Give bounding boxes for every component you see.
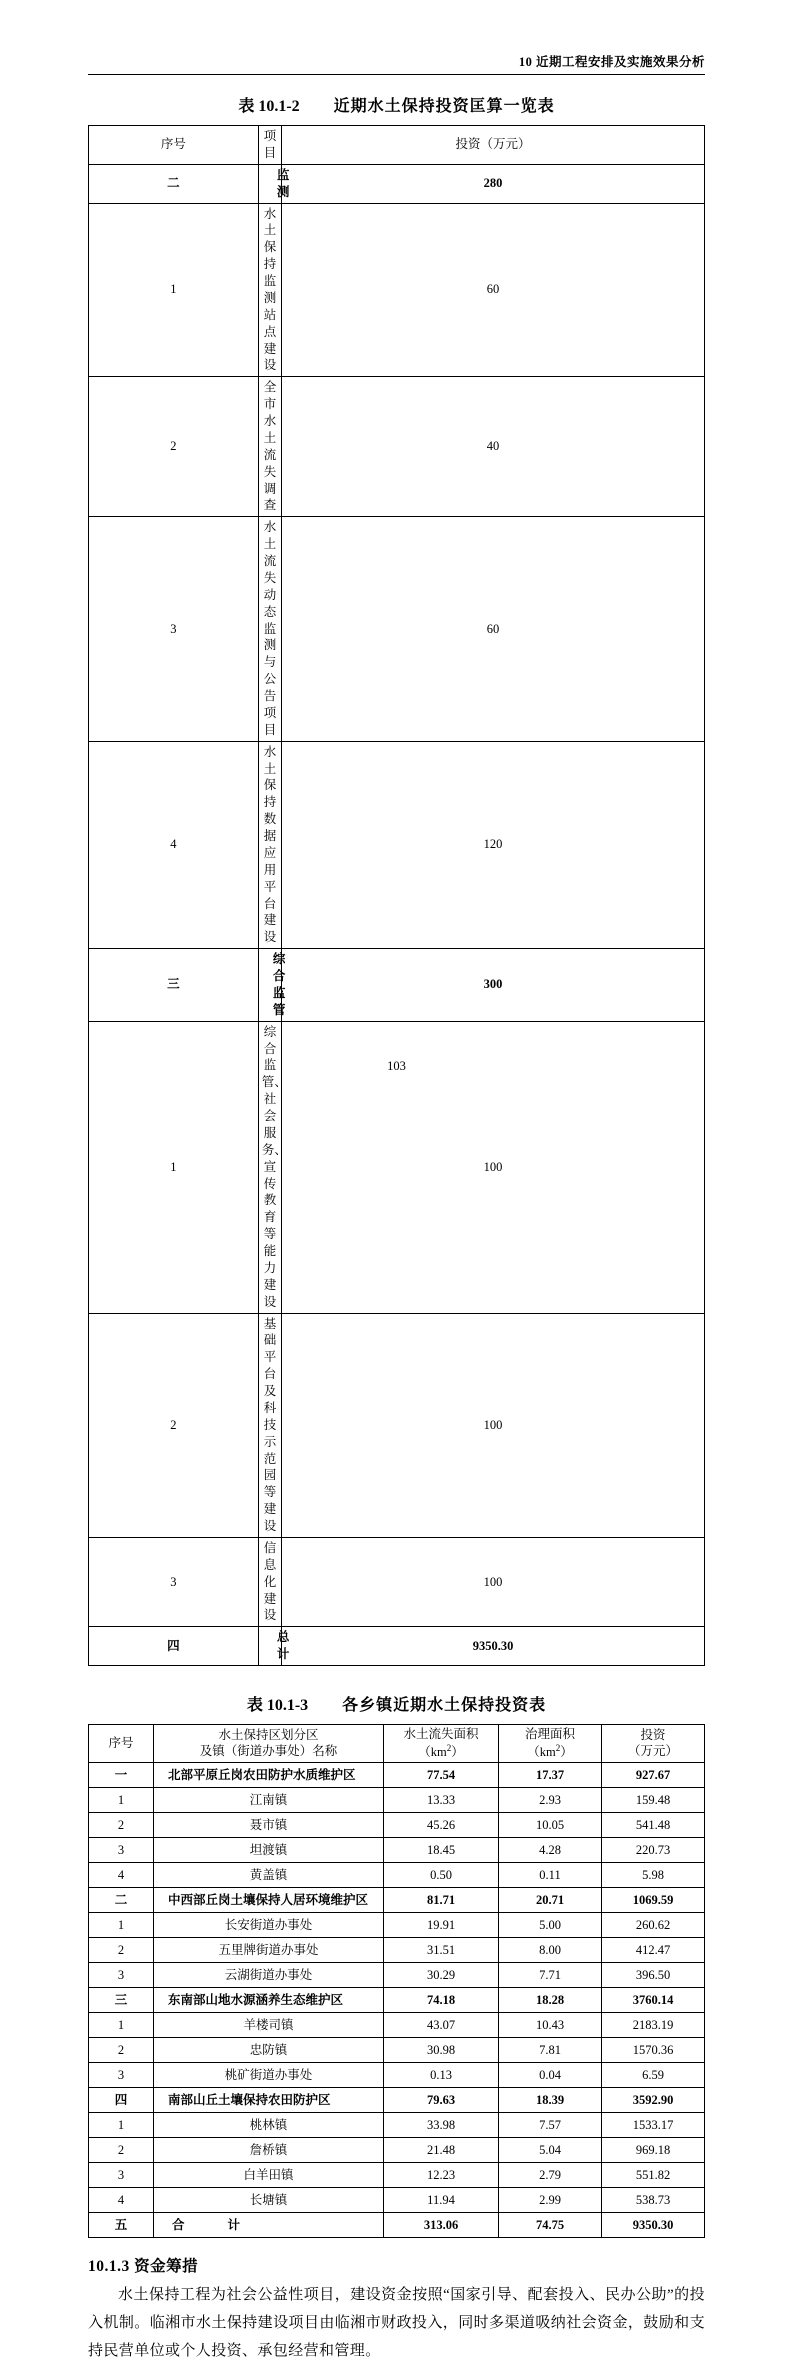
table-township-investment xyxy=(88,1724,705,2238)
table1-col-no: 序号 xyxy=(89,126,259,165)
row-name: 东南部山地水源涵养生态维护区 xyxy=(154,1988,384,2013)
row-area: 21.48 xyxy=(384,2138,499,2163)
table2-title xyxy=(88,1692,705,1715)
table1-title-text: 近期水土保持投资匡算一览表 xyxy=(333,98,555,115)
table-row xyxy=(89,741,705,949)
row-value: 60 xyxy=(282,203,705,377)
row-no: 一 xyxy=(89,1763,154,1788)
table2-col-erosion-area xyxy=(384,1725,499,1763)
row-no: 2 xyxy=(89,1813,154,1838)
row-invest: 396.50 xyxy=(602,1963,705,1988)
row-name: 长塘镇 xyxy=(154,2188,384,2213)
table-row xyxy=(89,1913,705,1938)
table-row xyxy=(89,2188,705,2213)
table2-col-region xyxy=(154,1725,384,1763)
row-area: 19.91 xyxy=(384,1913,499,1938)
table-row xyxy=(89,1813,705,1838)
row-treat: 20.71 xyxy=(499,1888,602,1913)
row-treat: 2.99 xyxy=(499,2188,602,2213)
row-name: 坦渡镇 xyxy=(154,1838,384,1863)
row-treat: 0.11 xyxy=(499,1863,602,1888)
row-name: 黄盖镇 xyxy=(154,1863,384,1888)
table2-col-treated-area xyxy=(499,1725,602,1763)
row-value: 9350.30 xyxy=(282,1627,705,1666)
row-no: 3 xyxy=(89,2163,154,2188)
row-treat: 8.00 xyxy=(499,1938,602,1963)
row-area: 81.71 xyxy=(384,1888,499,1913)
row-no: 3 xyxy=(89,2063,154,2088)
row-no: 4 xyxy=(89,741,259,949)
row-no: 四 xyxy=(89,2088,154,2113)
table-row xyxy=(89,1763,705,1788)
row-invest: 969.18 xyxy=(602,2138,705,2163)
row-invest: 412.47 xyxy=(602,1938,705,1963)
row-name: 忠防镇 xyxy=(154,2038,384,2063)
section-heading-funding: 10.1.3 资金筹措 xyxy=(88,2258,199,2276)
row-no: 二 xyxy=(89,164,259,203)
row-no: 1 xyxy=(89,1788,154,1813)
row-name: 全市水土流失调查 xyxy=(258,377,281,517)
table2-col-no: 序号 xyxy=(89,1725,154,1763)
row-invest: 1069.59 xyxy=(602,1888,705,1913)
row-name: 桃矿街道办事处 xyxy=(154,2063,384,2088)
row-value: 120 xyxy=(282,741,705,949)
row-area: 11.94 xyxy=(384,2188,499,2213)
row-name: 北部平原丘岗农田防护水质维护区 xyxy=(154,1763,384,1788)
row-invest: 2183.19 xyxy=(602,2013,705,2038)
table-row xyxy=(89,1627,705,1666)
table-row xyxy=(89,377,705,517)
row-no: 1 xyxy=(89,2013,154,2038)
row-name: 詹桥镇 xyxy=(154,2138,384,2163)
row-no: 3 xyxy=(89,1838,154,1863)
col-erosion-line2: $(km^2)$ xyxy=(418,1742,464,1759)
row-area: 33.98 xyxy=(384,2113,499,2138)
row-value: 280 xyxy=(282,164,705,203)
row-treat: 2.93 xyxy=(499,1788,602,1813)
row-treat: 17.37 xyxy=(499,1763,602,1788)
row-name: 云湖街道办事处 xyxy=(154,1963,384,1988)
row-no: 1 xyxy=(89,1021,259,1313)
row-invest: 1570.36 xyxy=(602,2038,705,2063)
table1-col-invest: 投资（万元） xyxy=(282,126,705,165)
row-invest: 6.59 xyxy=(602,2063,705,2088)
row-value: 300 xyxy=(282,949,705,1022)
row-name: 长安街道办事处 xyxy=(154,1913,384,1938)
row-value: 100 xyxy=(282,1021,705,1313)
table-header-row xyxy=(89,1725,705,1763)
row-name: 监 测 xyxy=(258,164,281,203)
row-no: 五 xyxy=(89,2213,154,2238)
row-invest: 541.48 xyxy=(602,1813,705,1838)
row-treat: 7.81 xyxy=(499,2038,602,2063)
row-treat: 0.04 xyxy=(499,2063,602,2088)
row-no: 4 xyxy=(89,1863,154,1888)
row-name: 水土保持监测站点建设 xyxy=(258,203,281,377)
table-row xyxy=(89,2038,705,2063)
row-treat: 4.28 xyxy=(499,1838,602,1863)
row-area: 77.54 xyxy=(384,1763,499,1788)
row-treat: 7.71 xyxy=(499,1963,602,1988)
table1-col-item: 项目 xyxy=(258,126,281,165)
row-treat: 18.28 xyxy=(499,1988,602,2013)
row-no: 2 xyxy=(89,2138,154,2163)
row-value: 100 xyxy=(282,1537,705,1626)
row-no: 三 xyxy=(89,949,259,1022)
table-row xyxy=(89,949,705,1022)
table-row xyxy=(89,1838,705,1863)
row-invest: 3760.14 xyxy=(602,1988,705,2013)
table-row xyxy=(89,203,705,377)
table-row xyxy=(89,1537,705,1626)
row-invest: 220.73 xyxy=(602,1838,705,1863)
row-no: 四 xyxy=(89,1627,259,1666)
row-invest: 538.73 xyxy=(602,2188,705,2213)
row-no: 2 xyxy=(89,2038,154,2063)
col-invest-line1: 投资 xyxy=(640,1728,666,1743)
row-value: 40 xyxy=(282,377,705,517)
section-paragraph-funding: 水土保持工程为社会公益性项目，建设资金按照“国家引导、配套投入、民办公助”的投入机制。临湘市水土保持建设项目由临湘市财政投入，同时多渠道吸纳社会资金，鼓励和支持民营单位或个人投资、承包经营和管理。 xyxy=(88,2287,705,2359)
table-row xyxy=(89,1313,705,1537)
row-area: 79.63 xyxy=(384,2088,499,2113)
row-invest: 9350.30 xyxy=(602,2213,705,2238)
row-invest: 927.67 xyxy=(602,1763,705,1788)
table-row xyxy=(89,2063,705,2088)
row-no: 2 xyxy=(89,377,259,517)
row-area: 30.98 xyxy=(384,2038,499,2063)
row-name: 基础平台及科技示范园等建设 xyxy=(258,1313,281,1537)
table-row xyxy=(89,2013,705,2038)
row-name: 南部山丘土壤保持农田防护区 xyxy=(154,2088,384,2113)
row-treat: 18.39 xyxy=(499,2088,602,2113)
row-area: 30.29 xyxy=(384,1963,499,1988)
table-row xyxy=(89,1988,705,2013)
table-row xyxy=(89,1788,705,1813)
row-invest: 3592.90 xyxy=(602,2088,705,2113)
row-name: 水土流失动态监测与公告项目 xyxy=(258,517,281,741)
row-no: 三 xyxy=(89,1988,154,2013)
table-row xyxy=(89,2113,705,2138)
row-name: 白羊田镇 xyxy=(154,2163,384,2188)
row-name: 水土保持数据应用平台建设 xyxy=(258,741,281,949)
table-row xyxy=(89,1863,705,1888)
table-investment-summary xyxy=(88,125,705,1666)
row-no: 1 xyxy=(89,2113,154,2138)
row-treat: 5.00 xyxy=(499,1913,602,1938)
table-row xyxy=(89,1888,705,1913)
row-invest: 159.48 xyxy=(602,1788,705,1813)
table-row xyxy=(89,2138,705,2163)
row-name: 五里牌街道办事处 xyxy=(154,1938,384,1963)
row-name: 综合监管、社会服务、宣传教育等能力建设 xyxy=(258,1021,281,1313)
row-area: 74.18 xyxy=(384,1988,499,2013)
row-no: 3 xyxy=(89,517,259,741)
row-treat: 2.79 xyxy=(499,2163,602,2188)
row-area: 45.26 xyxy=(384,1813,499,1838)
row-area: 31.51 xyxy=(384,1938,499,1963)
row-treat: 10.05 xyxy=(499,1813,602,1838)
row-no: 1 xyxy=(89,1913,154,1938)
row-invest: 1533.17 xyxy=(602,2113,705,2138)
row-name: 信息化建设 xyxy=(258,1537,281,1626)
row-area: 13.33 xyxy=(384,1788,499,1813)
table-row xyxy=(89,2163,705,2188)
col-treated-line2: $(km^2)$ xyxy=(527,1742,573,1759)
row-name: 综合监管 xyxy=(258,949,281,1022)
table2-col-investment xyxy=(602,1725,705,1763)
row-name: 总 计 xyxy=(258,1627,281,1666)
row-value: 60 xyxy=(282,517,705,741)
page-number: 103 xyxy=(387,1059,406,1073)
table2-title-text: 各乡镇近期水土保持投资表 xyxy=(342,1697,547,1714)
row-treat: 74.75 xyxy=(499,2213,602,2238)
row-area: 18.45 xyxy=(384,1838,499,1863)
row-name: 桃林镇 xyxy=(154,2113,384,2138)
row-area: 313.06 xyxy=(384,2213,499,2238)
row-no: 3 xyxy=(89,1963,154,1988)
row-treat: 10.43 xyxy=(499,2013,602,2038)
row-invest: 5.98 xyxy=(602,1863,705,1888)
row-no: 二 xyxy=(89,1888,154,1913)
row-no: 3 xyxy=(89,1537,259,1626)
row-name: 羊楼司镇 xyxy=(154,2013,384,2038)
table-row xyxy=(89,164,705,203)
col-region-line1: 水土保持区划分区 xyxy=(218,1728,319,1743)
col-region-line2: 及镇（街道办事处）名称 xyxy=(199,1743,338,1758)
table-row xyxy=(89,2213,705,2238)
table-row xyxy=(89,517,705,741)
table2-title-number: 表 10.1-3 xyxy=(246,1697,309,1714)
col-treated-line1: 治理面积 xyxy=(524,1727,575,1741)
row-area: 43.07 xyxy=(384,2013,499,2038)
row-name: 江南镇 xyxy=(154,1788,384,1813)
row-area: 0.13 xyxy=(384,2063,499,2088)
row-value: 100 xyxy=(282,1313,705,1537)
row-no: 2 xyxy=(89,1938,154,1963)
table-header-row xyxy=(89,126,705,165)
table-row xyxy=(89,1963,705,1988)
table1-title xyxy=(88,93,705,116)
row-name: 中西部丘岗土壤保持人居环境维护区 xyxy=(154,1888,384,1913)
page-header xyxy=(88,0,705,70)
row-area: 0.50 xyxy=(384,1863,499,1888)
table-row xyxy=(89,1938,705,1963)
row-area: 12.23 xyxy=(384,2163,499,2188)
row-invest: 260.62 xyxy=(602,1913,705,1938)
row-invest: 551.82 xyxy=(602,2163,705,2188)
table1-title-number: 表 10.1-2 xyxy=(238,98,300,115)
header-divider xyxy=(88,74,705,75)
col-invest-line2: （万元） xyxy=(627,1743,678,1758)
row-no: 2 xyxy=(89,1313,259,1537)
row-treat: 5.04 xyxy=(499,2138,602,2163)
row-no: 1 xyxy=(89,203,259,377)
row-name: 聂市镇 xyxy=(154,1813,384,1838)
row-no: 4 xyxy=(89,2188,154,2213)
header-chapter-title: 10 近期工程安排及实施效果分析 xyxy=(518,55,705,69)
row-name: 合 计 xyxy=(154,2213,384,2238)
col-erosion-line1: 水土流失面积 xyxy=(403,1727,479,1741)
row-treat: 7.57 xyxy=(499,2113,602,2138)
table-row xyxy=(89,2088,705,2113)
